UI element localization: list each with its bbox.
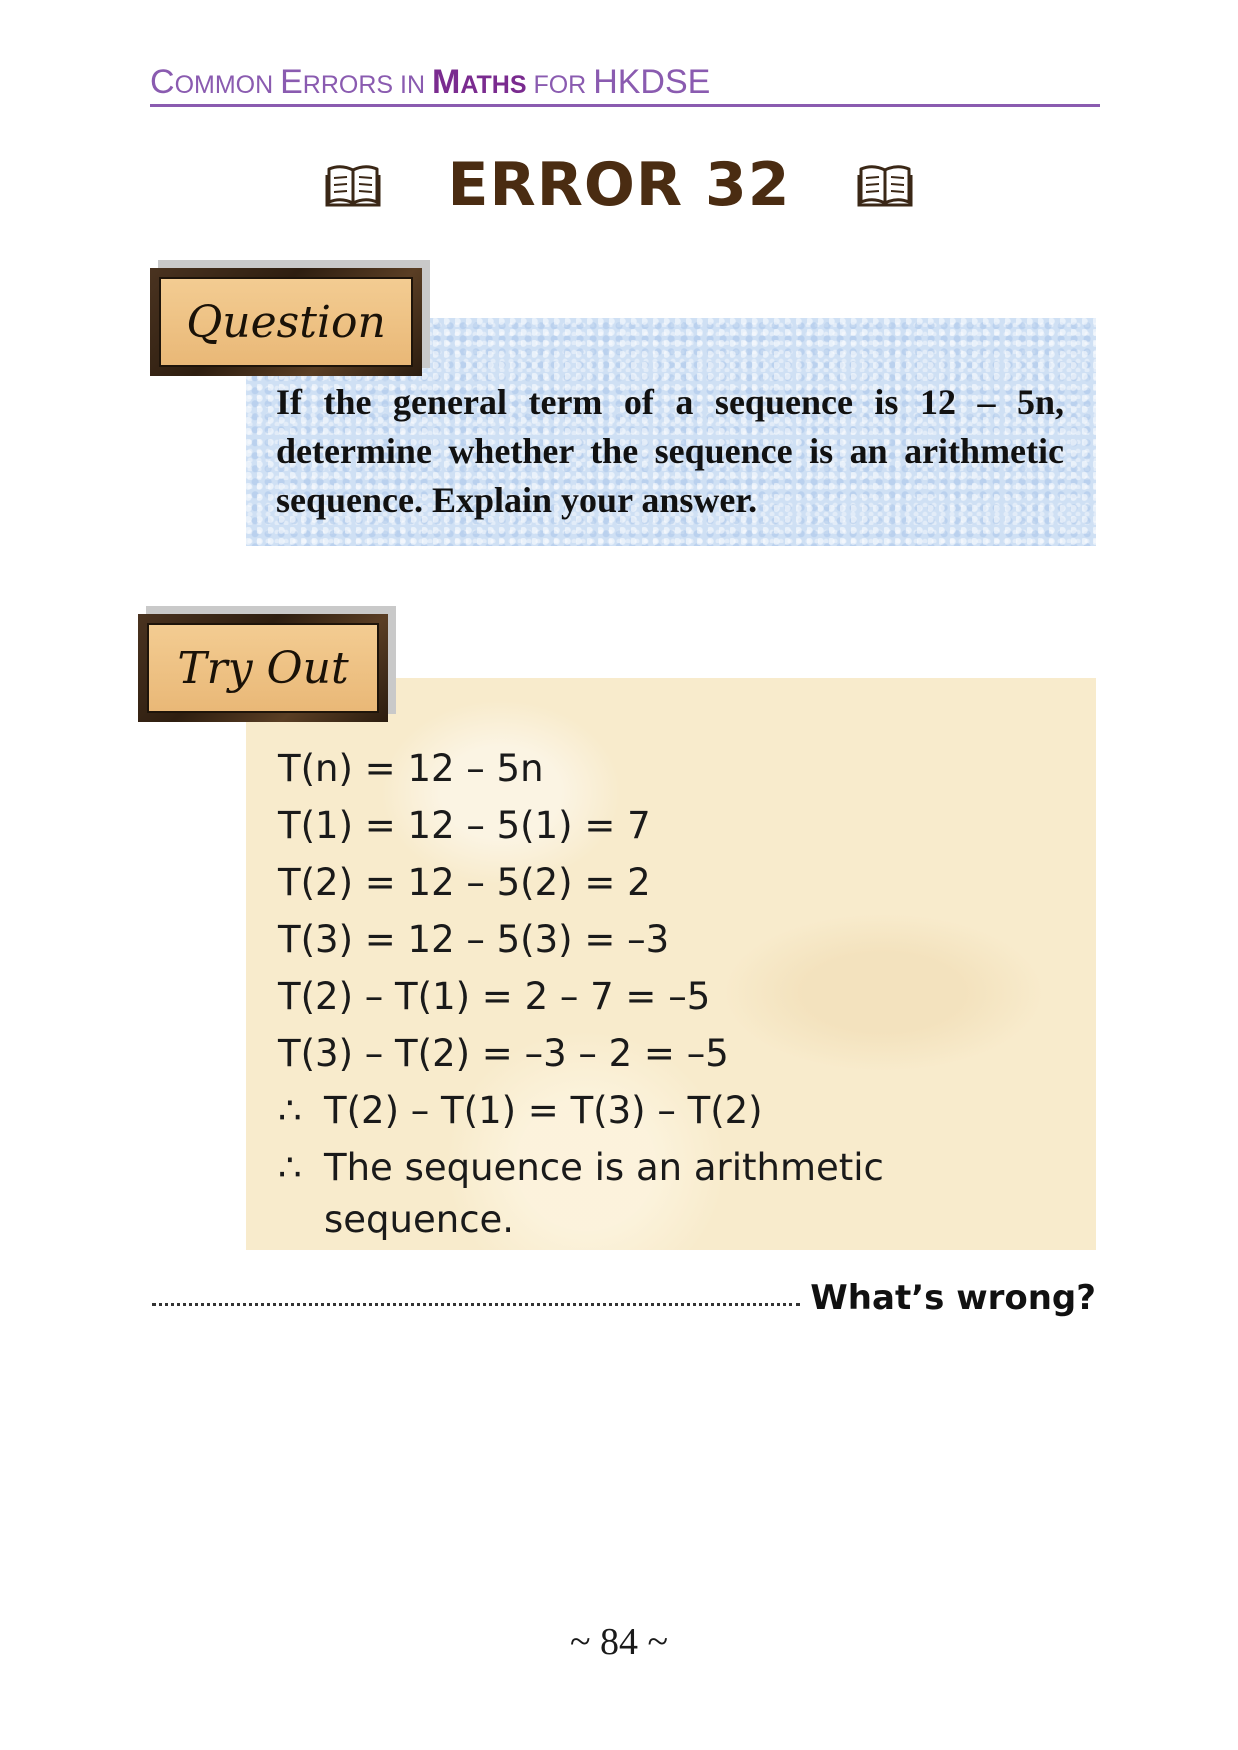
header-aths: ATHS	[460, 71, 527, 99]
header-for: FOR	[526, 71, 594, 99]
running-header	[150, 60, 1100, 107]
conclusion-text: The sequence is an arithmetic	[324, 1146, 884, 1189]
page-number: ~ 84 ~	[569, 1621, 669, 1663]
working-line: T(3) = 12 – 5(3) = –3	[278, 918, 670, 961]
header-hkdse: HKDSE	[593, 63, 711, 101]
question-label: Question	[159, 277, 413, 367]
tryout-label: Try Out	[147, 623, 379, 713]
page-title: ERROR 32	[447, 150, 791, 220]
whats-wrong-row	[152, 1268, 1096, 1318]
header-ommon: OMMON	[174, 71, 281, 99]
conclusion-text: T(2) – T(1) = T(3) – T(2)	[324, 1089, 763, 1132]
working-line: T(n) = 12 – 5n	[278, 747, 544, 790]
conclusion-line	[278, 1139, 1078, 1196]
working-line: T(2) = 12 – 5(2) = 2	[278, 861, 651, 904]
whats-wrong-prompt: What’s wrong?	[810, 1278, 1096, 1318]
tryout-label-frame	[138, 614, 388, 722]
question-label-frame	[150, 268, 422, 376]
header-c: C	[150, 63, 175, 101]
tryout-box	[246, 678, 1096, 1250]
working-steps	[278, 740, 1078, 1244]
conclusion-continuation: sequence.	[324, 1198, 515, 1241]
header-e: E	[280, 63, 303, 101]
open-book-icon	[325, 163, 381, 207]
working-line: T(1) = 12 – 5(1) = 7	[278, 804, 651, 847]
title-row	[0, 150, 1238, 230]
open-book-icon	[857, 163, 913, 207]
dotted-leader	[152, 1303, 800, 1306]
conclusion-line	[278, 1082, 1078, 1139]
question-text: If the general term of a sequence is 12 – 5n, determine whether the sequence is an arithmetic sequence. Explain your answer.	[276, 382, 1064, 520]
working-line: T(3) – T(2) = –3 – 2 = –5	[278, 1032, 729, 1075]
header-m: M	[431, 63, 461, 101]
working-line: T(2) – T(1) = 2 – 7 = –5	[278, 975, 711, 1018]
therefore-symbol: ∴	[278, 1146, 302, 1189]
header-rrors-in: RRORS IN	[302, 71, 432, 99]
therefore-symbol: ∴	[278, 1089, 302, 1132]
